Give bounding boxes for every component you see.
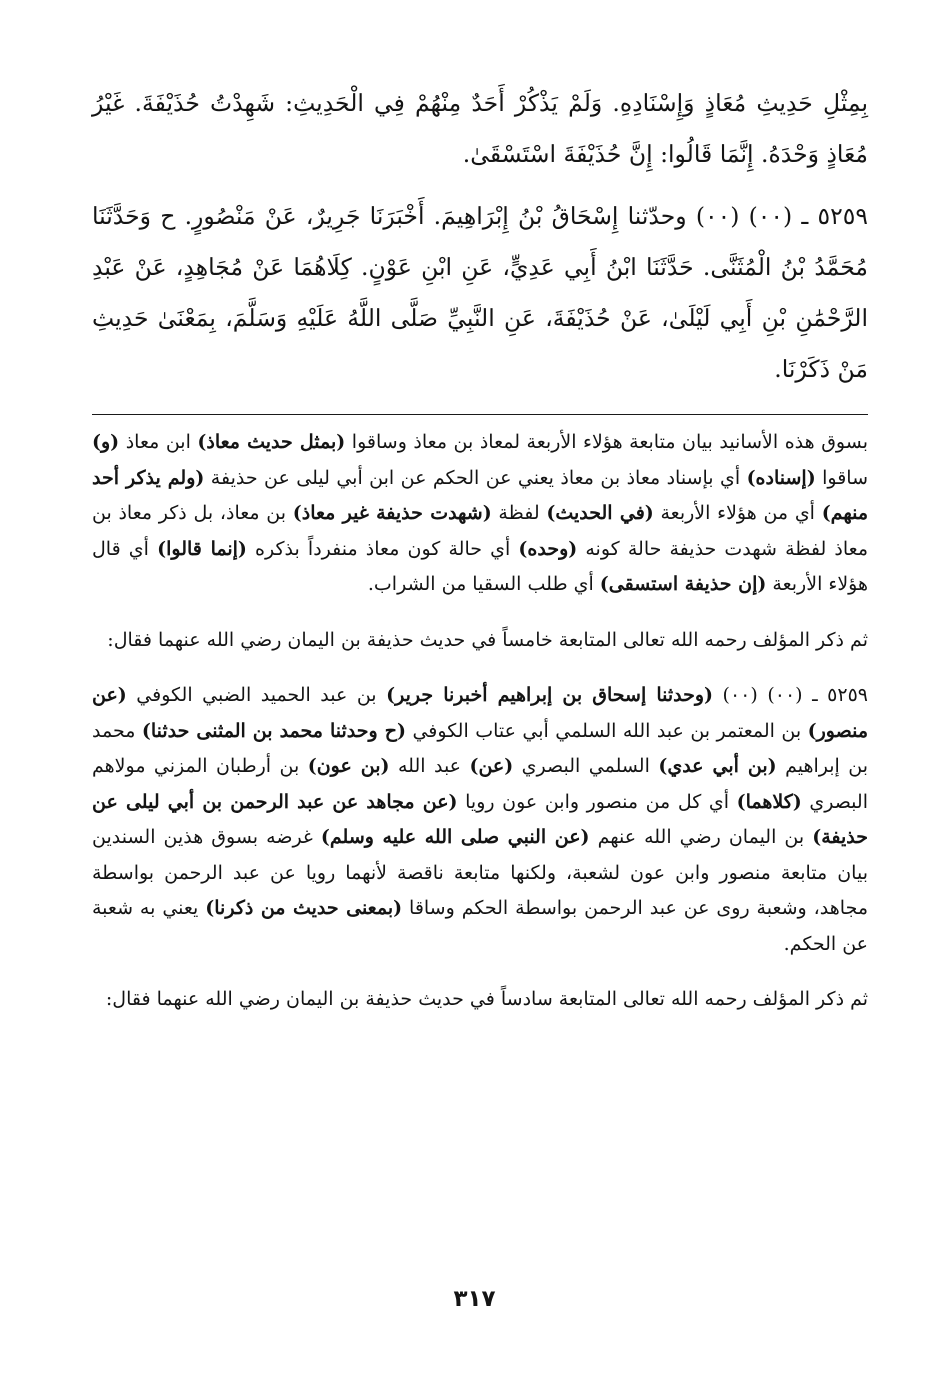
quoted-isnad: (وحدثنا إسحاق بن إبراهيم أخبرنا جرير) (386, 684, 714, 706)
commentary-text: أي من هؤلاء الأربعة (653, 502, 822, 524)
hadith-paragraph-1: بِمِثْلِ حَدِيثِ مُعَاذٍ وَإِسْنَادِهِ. وَلَمْ يَذْكُرْ أَحَدٌ مِنْهُمْ فِي الْحَدِيثِ: شَهِدْتُ حُذَيْفَةَ. غَيْرُ مُعَاذٍ وَحْدَهُ. إِنَّمَا قَالُوا: إِنَّ حُذَيْفَةَ اسْتَسْقَىٰ. (92, 89, 868, 168)
hadith-paragraph-2: ٥٢٥٩ ـ (٠٠) (٠٠) وحدّثنا إِسْحَاقُ بْنُ إِبْرَاهِيمَ. أَخْبَرَنَا جَرِيرٌ، عَنْ مَنْصُورٍ. ح وَحَدَّثَنَا مُحَمَّدُ بْنُ الْمُثَنَّى. حَدَّثَنَا ابْنُ أَبِي عَدِيٍّ، عَنِ ابْنِ عَوْنٍ. كِلَاهُمَا عَنْ مُجَاهِدٍ، عَنْ عَبْدِ الرَّحْمَٰنِ بْنِ أَبِي لَيْلَىٰ، عَنْ حُذَيْفَةَ، عَنِ النَّبِيِّ صَلَّى اللَّهُ عَلَيْهِ وَسَلَّمَ، بِمَعْنَىٰ حَدِيثِ مَنْ ذَكَرْنَا. (92, 202, 868, 383)
commentary-text: يعني به شعبة عن الحكم. (92, 897, 868, 955)
commentary-text: عبد الله (389, 755, 470, 777)
quoted-isnad: (ح وحدثنا محمد بن المثنى حدثنا) (141, 719, 406, 742)
quoted-isnad: (بن عون) (307, 755, 390, 777)
page-number: ٣١٧ (453, 1286, 496, 1312)
quoted-isnad: (عن مجاهد عن عبد الرحمن بن أبي ليلى عن حذيفة) (92, 790, 869, 848)
quoted-matn: (إنما قالوا) (157, 537, 247, 560)
commentary-text: أي حالة كون معاذ منفرداً بذكره (246, 537, 519, 560)
footnote-divider (92, 414, 868, 415)
commentary-text: أي كل من منصور وابن عون رويا (457, 790, 737, 813)
commentary-text: بن عبد الحميد الضبي الكوفي (126, 684, 387, 706)
quoted-isnad: (عن النبي صلى الله عليه وسلم) (320, 826, 590, 848)
quoted-matn: (في الحديث) (546, 502, 654, 524)
commentary-text: السلمي البصري (513, 755, 659, 777)
commentary-text: بن المعتمر بن عبد الله السلمي أبي عتاب الكوفي (406, 719, 808, 742)
quoted-matn: (إن حذيفة استسقى) (599, 573, 767, 595)
quoted-matn: (شهدت حذيفة غير معاذ) (292, 502, 492, 524)
quoted-isnad: (بن أبي عدي) (658, 755, 777, 777)
quoted-matn: (و) (92, 431, 120, 453)
commentary-text: بن معاذ، بل ذكر معاذ بن معاذ لفظة شهدت حذيفة حالة كونه (92, 502, 868, 560)
commentary-text: أي بإسناد معاذ بن معاذ يعني عن الحكم عن ابن أبي ليلى عن حذيفة (204, 466, 747, 489)
commentary-text: ٥٢٥٩ ـ (٠٠) (٠٠) (713, 684, 868, 706)
commentary-text: لفظة (491, 502, 547, 524)
page-content (92, 78, 868, 1018)
commentary-text: ساقوا (815, 466, 868, 489)
quoted-matn: (ولم يذكر أحد منهم) (92, 466, 868, 524)
commentary-paragraph-3 (92, 678, 868, 962)
commentary-text: بن أرطبان المزني مولاهم البصري (92, 755, 868, 813)
commentary-text: ابن معاذ (119, 431, 198, 453)
commentary-paragraph-4: ثم ذكر المؤلف رحمه الله تعالى المتابعة سادساً في حديث حذيفة بن اليمان رضي الله عنهما فقال: (105, 988, 868, 1010)
commentary-paragraph-2: ثم ذكر المؤلف رحمه الله تعالى المتابعة خامساً في حديث حذيفة بن اليمان رضي الله عنهما فقال: (107, 628, 868, 651)
commentary-text: بسوق هذه الأسانيد بيان متابعة هؤلاء الأربعة لمعاذ بن معاذ وساقوا (345, 431, 868, 453)
commentary-paragraph-1 (92, 425, 868, 603)
commentary-text: محمد بن إبراهيم (92, 719, 869, 777)
quoted-isnad: (عن منصور) (92, 684, 868, 742)
quoted-isnad: (بمعنى حديث من ذكرنا) (205, 897, 403, 919)
quoted-matn: (وحده) (518, 537, 578, 560)
quoted-matn: (إسناده) (746, 466, 816, 489)
quoted-matn: (بمثل حديث معاذ) (197, 431, 346, 453)
commentary-text: أي قال هؤلاء الأربعة (92, 537, 868, 595)
quoted-isnad: (عن) (469, 755, 514, 777)
commentary-text: غرضه بسوق هذين السندين بيان متابعة منصور وابن عون لشعبة، ولكنها متابعة ناقصة لأنهما رويا عن عبد الرحمن بواسطة مجاهد، وشعبة روى عن عبد الرحمن بواسطة الحكم وساقا (92, 826, 869, 919)
quoted-isnad: (كلاهما) (736, 790, 802, 813)
commentary-text: أي طلب السقيا من الشراب. (367, 573, 600, 595)
commentary-text: بن اليمان رضي الله عنهم (589, 826, 813, 848)
